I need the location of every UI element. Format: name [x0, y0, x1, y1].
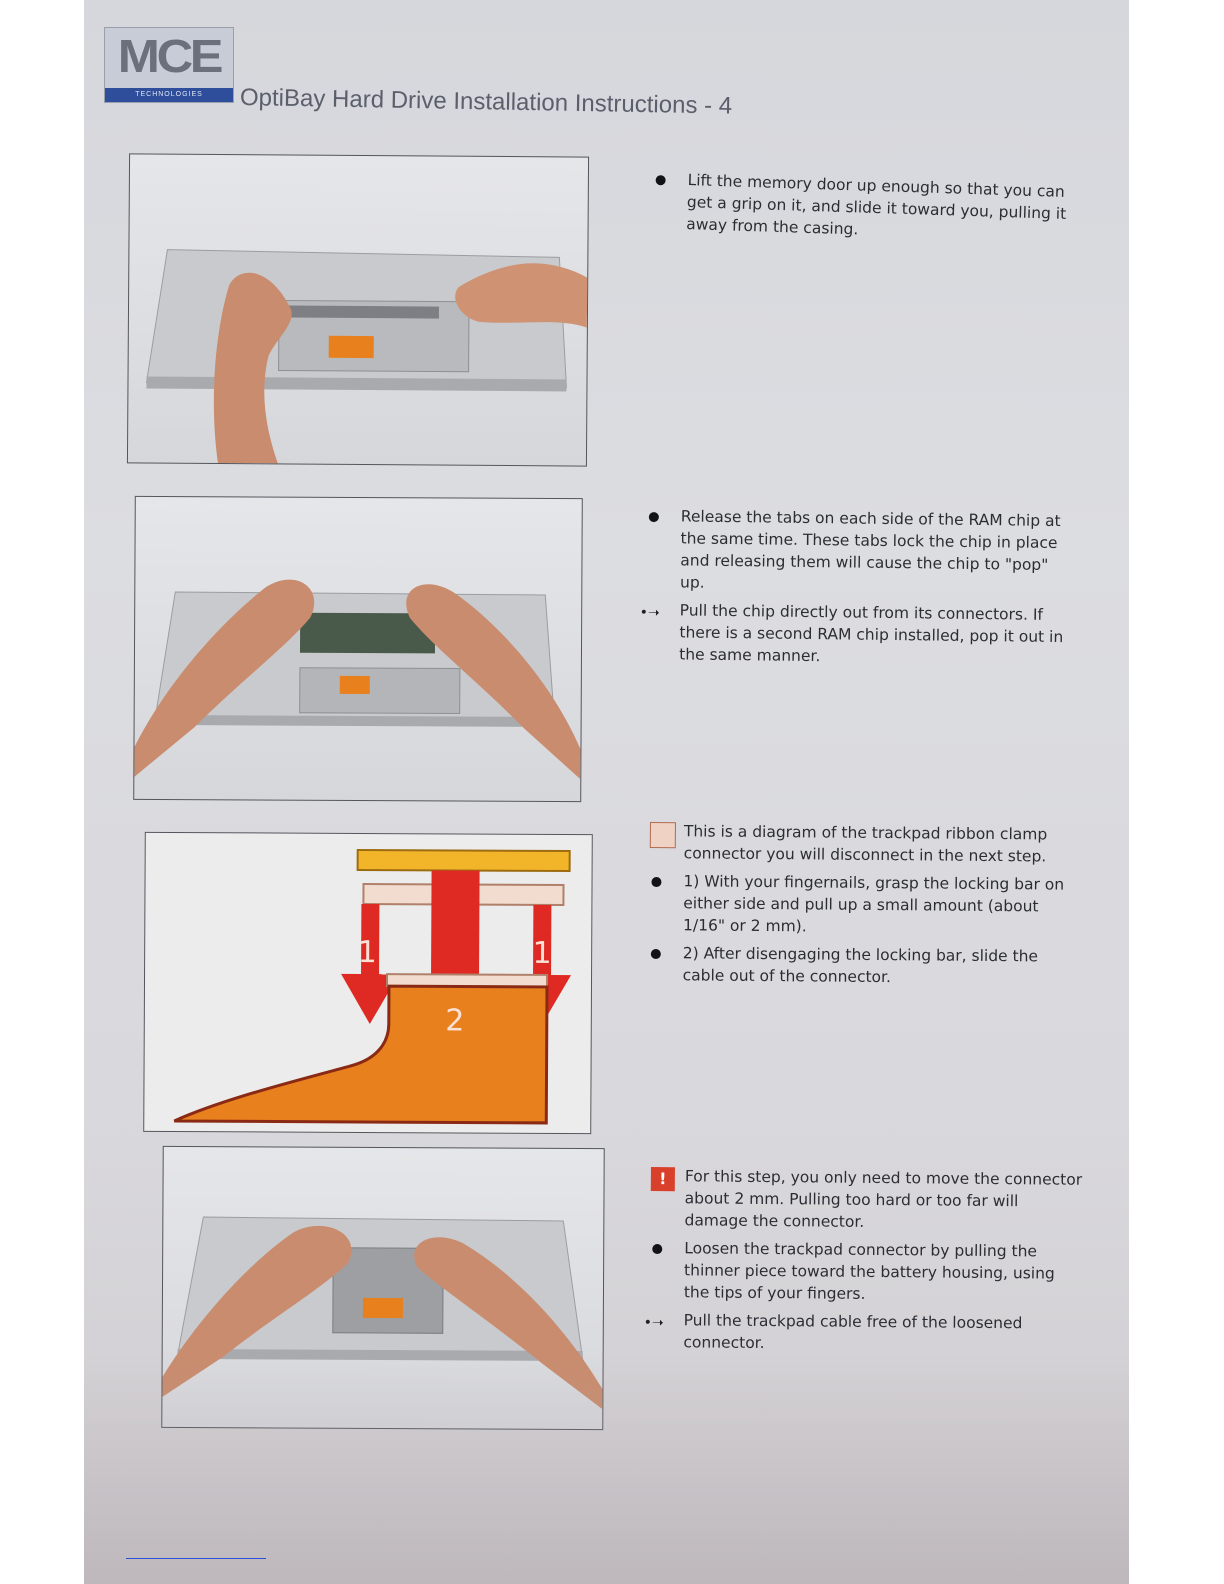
diagram-label-2: 2 — [445, 1003, 465, 1039]
step-3-item-2-text: 1) With your fingernails, grasp the locking bar on either side and pull up a small amount (about 1/16" or 2 mm). — [683, 872, 1065, 936]
step-2-item-1 — [646, 505, 1067, 598]
step-4-item-1 — [650, 1165, 1083, 1235]
step-4-item-3 — [643, 1309, 1081, 1357]
step-3-item-2 — [649, 870, 1080, 940]
bullet-dot-icon — [655, 175, 665, 185]
diagram-label-1-left: 1 — [357, 934, 377, 971]
diagram-ribbon-clamp — [143, 832, 593, 1134]
logo-mark: MCE — [117, 30, 221, 82]
logo-subtext: TECHNOLOGIES — [105, 88, 233, 102]
step-1-text — [652, 168, 1074, 253]
step-3-item-3-text: 2) After disengaging the locking bar, slide the cable out of the connector. — [682, 944, 1039, 987]
step-2-item-2-text: Pull the chip directly out from its connectors. If there is a second RAM chip installed, pop it out in the same manner. — [679, 601, 1064, 666]
step-4-item-1-text: For this step, you only need to move the connector about 2 mm. Pulling too hard or too far will damage the connector. — [684, 1167, 1083, 1231]
bullet-dot-icon — [652, 1244, 662, 1254]
photo-lift-memory-door — [127, 153, 589, 466]
diagram-label-1-right: 1 — [532, 935, 552, 971]
ribbon-clamp-diagram — [144, 833, 592, 1133]
step-3-text — [648, 820, 1079, 996]
step-2-item-1-text: Release the tabs on each side of the RAM chip at the same time. These tabs lock the chip in place and releasing them will cause the chip to "pop" up. — [679, 507, 1061, 592]
step-4-text — [643, 1165, 1083, 1363]
bullet-dot-icon — [651, 949, 661, 959]
laptop-trackpad-illustration — [162, 1147, 603, 1429]
step-3-item-3 — [649, 942, 1079, 990]
step-3-item-1-text: This is a diagram of the trackpad ribbon clamp connector you will disconnect in the next step. — [683, 822, 1048, 866]
diagram-note-icon — [650, 822, 676, 848]
photo-trackpad-connector — [161, 1146, 604, 1430]
mce-logo — [104, 27, 234, 103]
laptop-ram-illustration — [134, 497, 582, 801]
step-4-item-3-text: Pull the trackpad cable free of the loosened connector. — [683, 1311, 1023, 1352]
warning-icon: ! — [651, 1167, 675, 1191]
laptop-memory-door-illustration — [128, 154, 588, 465]
step-3-item-1 — [650, 820, 1080, 868]
step-2-item-2 — [639, 599, 1066, 670]
page-title: OptiBay Hard Drive Installation Instructions - 4 — [239, 84, 733, 120]
photo-release-ram-tabs — [133, 496, 583, 802]
step-2-text — [639, 505, 1067, 676]
arrow-bullet-icon: •➝ — [639, 604, 660, 622]
step-1-item-1 — [652, 168, 1074, 247]
bullet-dot-icon — [649, 512, 659, 522]
step-1-item-1-text: Lift the memory door up enough so that you can get a grip on it, and slide it toward you, pulling it away from the casing. — [685, 171, 1067, 239]
document-page — [84, 0, 1129, 1584]
footnote-rule — [126, 1558, 266, 1559]
step-4-item-2-text: Loosen the trackpad connector by pulling the thinner piece toward the battery housing, using the tips of your fingers. — [683, 1239, 1055, 1303]
bullet-dot-icon — [651, 877, 661, 887]
step-4-item-2 — [650, 1237, 1083, 1307]
arrow-bullet-icon: •➝ — [643, 1314, 664, 1332]
